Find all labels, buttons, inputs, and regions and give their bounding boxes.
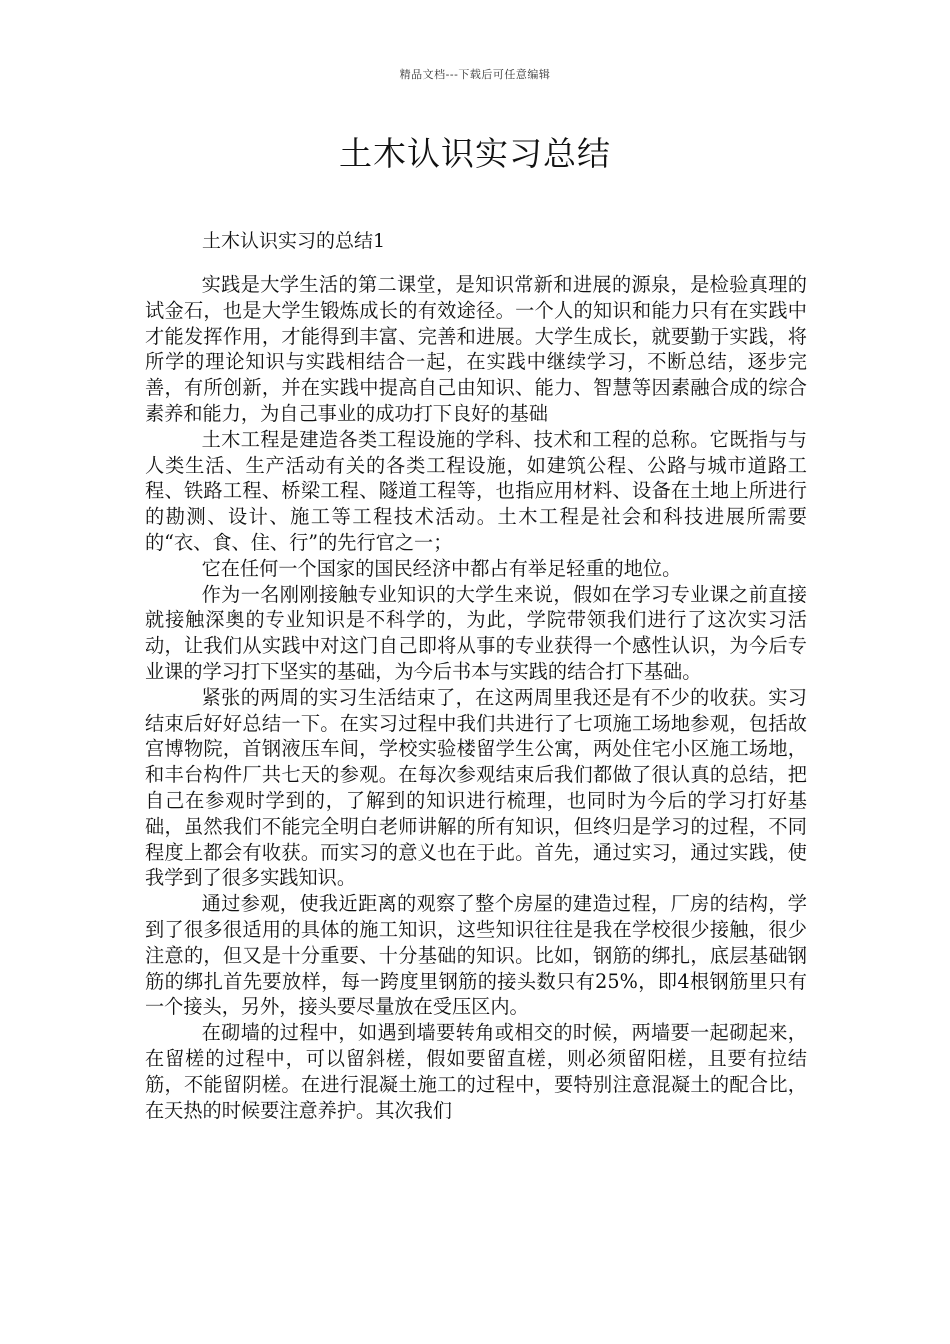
paragraph-6: 通过参观，使我近距离的观察了整个房屋的建造过程，厂房的结构，学到了很多很适用的具体的施工知识，这些知识往往是我在学校很少接触，很少注意的，但又是十分重要、十分基础的知识。比如，钢筋的绑扎，底层基础钢筋的绑扎首先要放样，每一跨度里钢筋的接头数只有25%，即4根钢筋里只有一个接头，另外，接头要尽量放在受压区内。 [145,892,807,1019]
paragraph-5: 紧张的两周的实习生活结束了，在这两周里我还是有不少的收获。实习结束后好好总结一下。在实习过程中我们共进行了七项施工场地参观，包括故宫博物院，首钢液压车间，学校实验楼留学生公寓，两处住宅小区施工场地，和丰台构件厂共七天的参观。在每次参观结束后我们都做了很认真的总结，把自己在参观时学到的，了解到的知识进行梳理，也同时为今后的学习打好基础，虽然我们不能完全明白老师讲解的所有知识，但终归是学习的过程，不同程度上都会有收获。而实习的意义也在于此。首先，通过实习，通过实践，使我学到了很多实践知识。 [145,685,807,890]
document-body [145,272,807,1123]
paragraph-3: 它在任何一个国家的国民经济中都占有举足轻重的地位。 [201,556,682,580]
header-note: 精品文档---下载后可任意编辑 [399,68,551,81]
paragraph-2: 土木工程是建造各类工程设施的学科、技术和工程的总称。它既指与与人类生活、生产活动有关的各类工程设施，如建筑公程、公路与城市道路工程、铁路工程、桥梁工程、隧道工程等，也指应用材料、设备在土地上所进行的勘测、设计、施工等工程技术活动。土木工程是社会和科技进展所需要的“衣、食、住、行”的先行官之一； [145,427,807,554]
document-title: 土木认识实习总结 [339,134,611,173]
paragraph-7: 在砌墙的过程中，如遇到墙要转角或相交的时候，两墙要一起砌起来，在留槎的过程中，可以留斜槎，假如要留直槎，则必须留阳槎，且要有拉结筋，不能留阴槎。在进行混凝土施工的过程中，要特别注意混凝土的配合比，在天热的时候要注意养护。其次我们 [145,1021,807,1122]
paragraph-4: 作为一名刚刚接触专业知识的大学生来说，假如在学习专业课之前直接就接触深奥的专业知识是不科学的，为此，学院带领我们进行了这次实习活动，让我们从实践中对这门自己即将从事的专业获得一个感性认识，为今后专业课的学习打下坚实的基础，为今后书本与实践的结合打下基础。 [145,582,807,683]
paragraph-1: 实践是大学生活的第二课堂，是知识常新和进展的源泉，是检验真理的试金石，也是大学生锻炼成长的有效途径。一个人的知识和能力只有在实践中才能发挥作用，才能得到丰富、完善和进展。大学生成长，就要勤于实践，将所学的理论知识与实践相结合一起，在实践中继续学习，不断总结，逐步完善，有所创新，并在实践中提高自己由知识、能力、智慧等因素融合成的综合素养和能力，为自己事业的成功打下良好的基础 [145,273,807,425]
section-heading: 土木认识实习的总结1 [202,230,386,252]
